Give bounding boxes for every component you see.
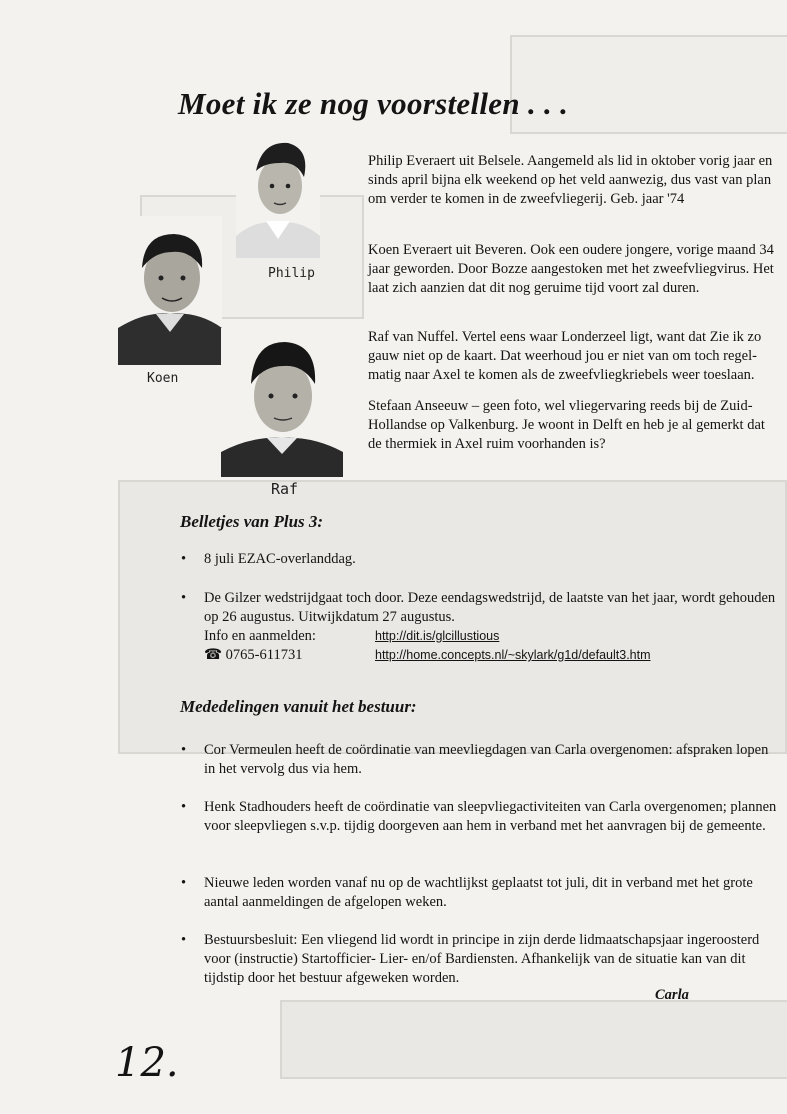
list-item [181, 931, 774, 988]
intro-philip-text: Philip Everaert uit Belsele. Aangemeld als lid in oktober vorig jaar en sinds april bijna elk weekend op het veld aanwezig, dus vast van plan om verder te komen in de zweefvliegerij. Geb. jaar '74 [368, 153, 773, 207]
intro-stefaan-text: Stefaan Anseeuw – geen foto, wel vliegervaring reeds bij de Zuid-Hollandse op Valkenburg. Je woont in Delft en heb je al gemerkt dat de thermiek in Axel ruim voorhanden is? [368, 398, 765, 452]
list-item-text: 8 juli EZAC-overlanddag. [204, 551, 356, 567]
list-item [181, 874, 774, 912]
bullet-icon: • [181, 742, 187, 758]
bullet-icon: • [181, 799, 187, 815]
bullet-icon: • [181, 551, 187, 567]
page-number: 12. [115, 1040, 179, 1086]
phone-label: ☎ 0765-611731 [204, 647, 303, 663]
intro-raf-text: Raf van Nuffel. Vertel eens waar Londerzeel ligt, want dat Zie ik zo gauw niet op de kaart. Dat weerhoud jou er niet van om toch regel-matig naar Axel te komen als de zweefvliegkriebels weer toeslaan. [368, 329, 762, 383]
portrait-raf-image [221, 328, 343, 477]
list-item-text: Henk Stadhouders heeft de coördinatie van sleepvliegactiviteiten van Carla overgenomen; plannen voor sleepvliegen s.v.p. tijdig doorgeven aan hem in verband met het aanvragen bij de gemeente. [204, 799, 777, 834]
intro-philip [368, 152, 778, 209]
intro-koen-text: Koen Everaert uit Beveren. Ook een oudere jongere, vorige maand 34 jaar geworden. Door Bozze aangestoken met het zweefvliegvirus. Het laat zich aanzien dat dit nog geruime tijd voort zal duren. [368, 242, 774, 296]
info-link[interactable]: http://dit.is/glcillustious [375, 629, 500, 643]
photo-raf [221, 328, 343, 477]
section-heading-belletjes: Belletjes van Plus 3: [180, 512, 324, 531]
section-heading-mededelingen: Mededelingen vanuit het bestuur: [180, 697, 417, 716]
photo-koen [118, 216, 222, 365]
photo-caption-philip: Philip [268, 266, 315, 281]
list-item [181, 589, 779, 665]
photo-caption-koen: Koen [147, 371, 179, 386]
list-item-text: Bestuursbesluit: Een vliegend lid wordt in principe in zijn derde lidmaatschapsjaar ingeroosterd voor (instructie) Startofficier- Lier- en/of Bardiensten. Afhankelijk van de situatie kan van dit tijdstip door het bestuur afgeweken worden. [204, 932, 760, 986]
page-title: Moet ik ze nog voorstellen . . . [178, 86, 569, 121]
list-item [181, 741, 774, 779]
bullet-icon: • [181, 590, 187, 606]
bullet-icon: • [181, 875, 187, 891]
list-item-text: Nieuwe leden worden vanaf nu op de wachtlijkst geplaatst tot juli, dit in verband met het grote aantal aanmeldingen de afgelopen weken. [204, 875, 753, 910]
info-label: Info en aanmelden: [204, 628, 316, 644]
portrait-koen-image [118, 216, 222, 365]
photo-philip [236, 131, 320, 258]
list-item-text: De Gilzer wedstrijdgaat toch door. Deze eendagswedstrijd, de laatste van het jaar, wordt gehouden op 26 augustus. Uitwijkdatum 27 augustus. [204, 590, 776, 625]
intro-raf [368, 328, 778, 385]
portrait-philip-image [236, 131, 320, 258]
phone-row [204, 646, 779, 665]
website-link[interactable]: http://home.concepts.nl/~skylark/g1d/default3.htm [375, 648, 651, 662]
list-item-text: Cor Vermeulen heeft de coördinatie van meevliegdagen van Carla overgenomen: afspraken lopen in het vervolg dus via hem. [204, 742, 769, 777]
intro-stefaan [368, 397, 778, 454]
list-item [181, 798, 780, 836]
bullet-icon: • [181, 932, 187, 948]
signature: Carla [655, 987, 689, 1003]
photo-caption-raf: Raf [271, 480, 299, 498]
intro-koen [368, 241, 778, 298]
list-item [181, 550, 774, 569]
show-through-footer [280, 1000, 787, 1079]
info-row [204, 627, 779, 646]
